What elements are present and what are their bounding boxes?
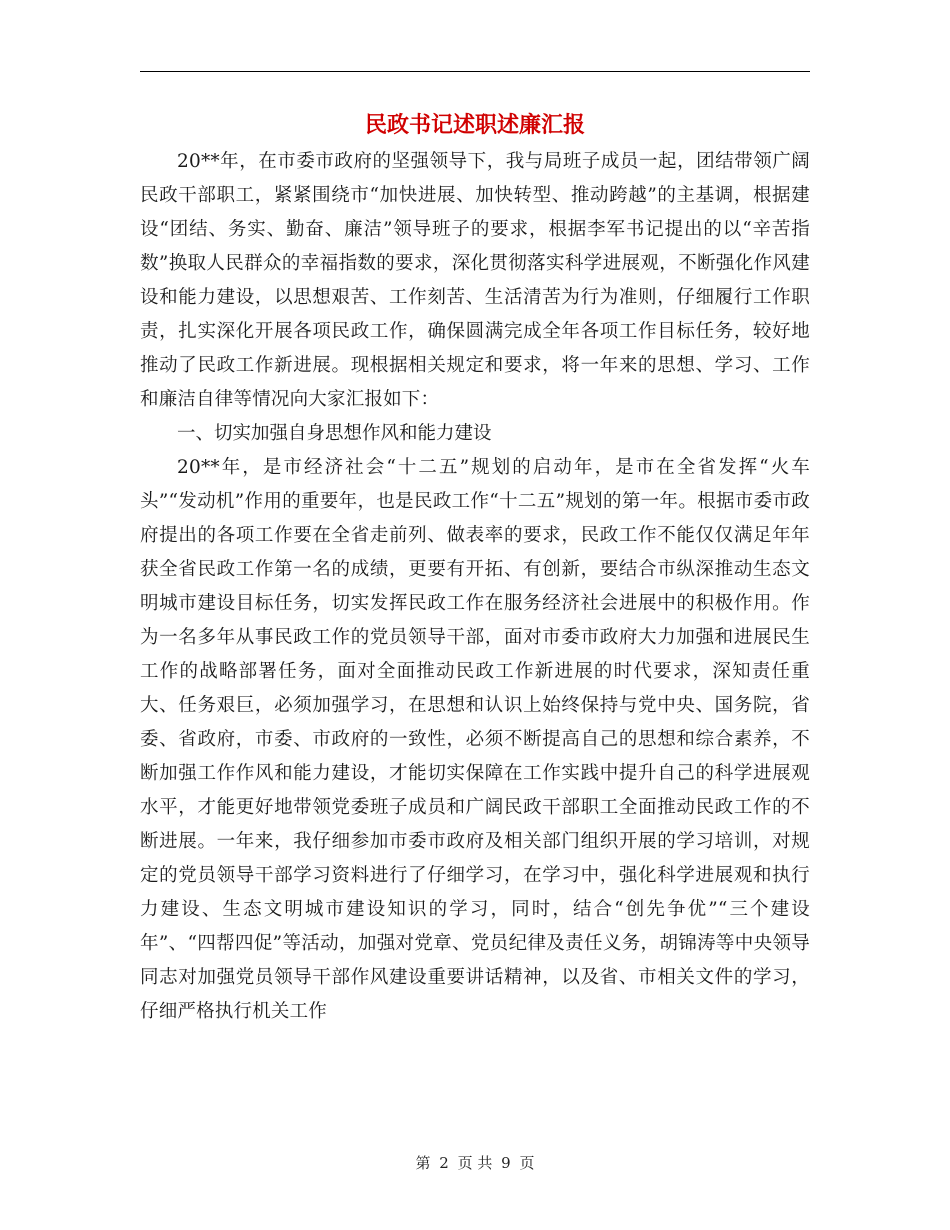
footer-total-pages: 9: [501, 1154, 511, 1172]
section-paragraph: 20**年，是市经济社会“十二五”规划的启动年，是市在全省发挥“火车头”“发动机”作用的重要年，也是民政工作“十二五”规划的第一年。根据市委市政府提出的各项工作要在全省走前列、做表率的要求，民政工作不能仅仅满足年年获全省民政工作第一名的成绩，更要有开拓、有创新，要结合市纵深推动生态文明城市建设目标任务，切实发挥民政工作在服务经济社会进展中的积极作用。作为一名多年从事民政工作的党员领导干部，面对市委市政府大力加强和进展民生工作的战略部署任务，面对全面推动民政工作新进展的时代要求，深知责任重大、任务艰巨，必须加强学习，在思想和认识上始终保持与党中央、国务院，省委、省政府，市委、市政府的一致性，必须不断提高自己的思想和综合素养，不断加强工作作风和能力建设，才能切实保障在工作实践中提升自己的科学进展观水平，才能更好地带领党委班子成员和广阔民政干部职工全面推动民政工作的不断进展。一年来，我仔细参加市委市政府及相关部门组织开展的学习培训，对规定的党员领导干部学习资料进行了仔细学习，在学习中，强化科学进展观和执行力建设、生态文明城市建设知识的学习，同时，结合“创先争优”“三个建设年”、“四帮四促”等活动，加强对党章、党员纪律及责任义务，胡锦涛等中央领导同志对加强党员领导干部作风建设重要讲话精神，以及省、市相关文件的学习，仔细严格执行机关工作: [140, 457, 810, 1022]
document-body: [140, 145, 810, 1029]
document-title: 民政书记述职述廉汇报: [364, 113, 585, 138]
header-rule: [140, 71, 810, 72]
footer-page-number: 2: [439, 1154, 449, 1172]
footer-middle: 页 共: [457, 1154, 493, 1172]
page-footer: [140, 1152, 810, 1174]
footer-prefix: 第: [415, 1154, 431, 1172]
intro-paragraph: 20**年，在市委市政府的坚强领导下，我与局班子成员一起，团结带领广阔民政干部职工，紧紧围绕市“加快进展、加快转型、推动跨越”的主基调，根据建设“团结、务实、勤奋、廉洁”领导班子的要求，根据李军书记提出的以“辛苦指数”换取人民群众的幸福指数的要求，深化贯彻落实科学进展观，不断强化作风建设和能力建设，以思想艰苦、工作刻苦、生活清苦为行为准则，仔细履行工作职责，扎实深化开展各项民政工作，确保圆满完成全年各项工作目标任务，较好地推动了民政工作新进展。现根据相关规定和要求，将一年来的思想、学习、工作和廉洁自律等情况向大家汇报如下：: [140, 151, 810, 410]
footer-suffix: 页: [519, 1154, 535, 1172]
section-heading: 一、切实加强自身思想作风和能力建设: [177, 423, 492, 444]
